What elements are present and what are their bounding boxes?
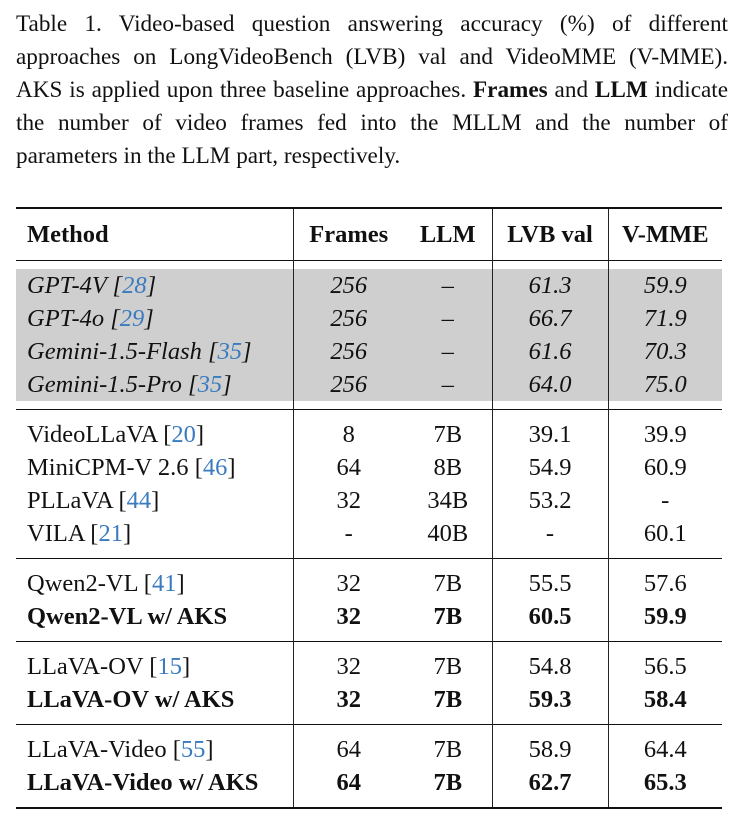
caption-and: and bbox=[547, 77, 595, 103]
v-mme-cell: 58.4 bbox=[608, 683, 722, 716]
method-name: MiniCPM-V 2.6 bbox=[27, 454, 189, 481]
frames-cell: 32 bbox=[293, 600, 404, 633]
method-cell bbox=[16, 733, 293, 766]
caption-llm-term: LLM bbox=[594, 77, 648, 103]
frames-cell: 256 bbox=[293, 269, 404, 302]
table-row bbox=[16, 368, 722, 401]
lvb-val-cell: 66.7 bbox=[492, 302, 608, 335]
citation-link[interactable]: 35 bbox=[197, 371, 223, 398]
llm-cell: – bbox=[404, 269, 492, 302]
ref-open-bracket: [ bbox=[106, 272, 123, 299]
ref-open-bracket: [ bbox=[201, 338, 218, 365]
method-name: Qwen2-VL w/ AKS bbox=[27, 603, 228, 630]
citation-link[interactable]: 41 bbox=[151, 570, 177, 597]
table-row bbox=[16, 650, 722, 683]
method-cell bbox=[16, 683, 293, 716]
group-separator bbox=[16, 410, 722, 419]
ref-close-bracket: ] bbox=[146, 272, 157, 299]
group-spacer bbox=[16, 716, 722, 725]
v-mme-cell: 64.4 bbox=[608, 733, 722, 766]
citation-link[interactable]: 21 bbox=[98, 520, 123, 547]
frames-cell: 32 bbox=[293, 484, 404, 517]
frames-cell: 32 bbox=[293, 567, 404, 600]
table-row bbox=[16, 567, 722, 600]
table-row bbox=[16, 269, 722, 302]
ref-open-bracket: [ bbox=[84, 520, 99, 547]
method-name: LLaVA-OV bbox=[27, 653, 144, 680]
frames-cell: 256 bbox=[293, 335, 404, 368]
llm-cell: – bbox=[404, 335, 492, 368]
method-cell bbox=[16, 650, 293, 683]
lvb-val-cell: 64.0 bbox=[492, 368, 608, 401]
citation-link[interactable]: 20 bbox=[171, 421, 196, 448]
llm-cell: 8B bbox=[433, 454, 463, 481]
v-mme-cell: 59.9 bbox=[608, 600, 722, 633]
v-mme-cell: 70.3 bbox=[608, 335, 722, 368]
table-body bbox=[16, 261, 722, 809]
group-separator bbox=[16, 559, 722, 568]
v-mme-cell: 59.9 bbox=[608, 269, 722, 302]
method-name: GPT-4V bbox=[27, 272, 107, 299]
method-cell bbox=[16, 368, 293, 401]
ref-open-bracket: [ bbox=[188, 454, 203, 481]
llm-cell: 40B bbox=[427, 520, 469, 547]
ref-close-bracket: ] bbox=[242, 338, 252, 365]
citation-link[interactable]: 15 bbox=[157, 653, 182, 680]
frames-cell: 256 bbox=[293, 368, 404, 401]
llm-cell: 7B bbox=[433, 421, 463, 448]
lvb-val-cell: 55.5 bbox=[492, 567, 608, 600]
ref-open-bracket: [ bbox=[137, 570, 152, 597]
ref-open-bracket: [ bbox=[181, 371, 198, 398]
ref-open-bracket: [ bbox=[166, 736, 181, 763]
method-cell bbox=[16, 269, 293, 302]
frames-cell: 8 bbox=[293, 418, 404, 451]
frames-cell: 32 bbox=[293, 683, 404, 716]
frames-cell: 64 bbox=[293, 733, 404, 766]
lvb-val-cell: 39.1 bbox=[492, 418, 608, 451]
table-header-row bbox=[16, 208, 722, 261]
lvb-val-cell: 60.5 bbox=[492, 600, 608, 633]
method-name: VILA bbox=[27, 520, 85, 547]
lvb-val-cell: 53.2 bbox=[492, 484, 608, 517]
group-spacer bbox=[16, 799, 722, 808]
method-cell bbox=[16, 484, 293, 517]
lvb-val-cell: 61.6 bbox=[492, 335, 608, 368]
citation-link[interactable]: 35 bbox=[217, 338, 243, 365]
method-cell bbox=[16, 302, 293, 335]
citation-link[interactable]: 29 bbox=[119, 305, 145, 332]
group-spacer bbox=[16, 401, 722, 410]
group-separator bbox=[16, 261, 722, 270]
table-row bbox=[16, 517, 722, 550]
caption-suffix: indicate the number of video frames fed into the MLLM and the number of parameters in the LLM part, respectively. bbox=[16, 77, 729, 169]
llm-cell: 7B bbox=[433, 603, 463, 630]
lvb-val-cell: 59.3 bbox=[492, 683, 608, 716]
llm-cell: 7B bbox=[433, 769, 463, 796]
citation-link[interactable]: 55 bbox=[180, 736, 206, 763]
frames-cell: 32 bbox=[293, 650, 404, 683]
llm-cell: 7B bbox=[433, 570, 463, 597]
group-spacer bbox=[16, 550, 722, 559]
v-mme-cell: - bbox=[608, 484, 722, 517]
ref-open-bracket: [ bbox=[104, 305, 120, 332]
llm-cell: 34B bbox=[427, 487, 469, 514]
frames-cell: 256 bbox=[293, 302, 404, 335]
header-frames: Frames bbox=[293, 208, 404, 261]
header-v-mme: V-MME bbox=[608, 208, 722, 261]
method-cell bbox=[16, 451, 293, 484]
method-name: Gemini-1.5-Flash bbox=[27, 338, 202, 365]
method-cell bbox=[16, 567, 293, 600]
table-row bbox=[16, 766, 722, 799]
caption-frames-term: Frames bbox=[473, 77, 548, 103]
llm-cell: 7B bbox=[433, 686, 463, 713]
table-row bbox=[16, 418, 722, 451]
header-method: Method bbox=[27, 221, 109, 248]
frames-cell: - bbox=[293, 517, 404, 550]
citation-link[interactable]: 44 bbox=[126, 487, 152, 514]
header-lvb-val: LVB val bbox=[492, 208, 608, 261]
llm-cell: 7B bbox=[433, 736, 463, 763]
ref-close-bracket: ] bbox=[181, 653, 191, 680]
method-name: LLaVA-Video bbox=[27, 736, 167, 763]
lvb-val-cell: - bbox=[492, 517, 608, 550]
header-llm: LLM bbox=[419, 221, 476, 248]
lvb-val-cell: 54.8 bbox=[492, 650, 608, 683]
method-name: Gemini-1.5-Pro bbox=[27, 371, 182, 398]
method-name: LLaVA-OV w/ AKS bbox=[27, 686, 235, 713]
v-mme-cell: 60.1 bbox=[608, 517, 722, 550]
table-row bbox=[16, 683, 722, 716]
citation-link[interactable]: 46 bbox=[202, 454, 228, 481]
llm-cell: – bbox=[404, 302, 492, 335]
lvb-val-cell: 61.3 bbox=[492, 269, 608, 302]
method-name: VideoLLaVA bbox=[27, 421, 158, 448]
method-cell bbox=[16, 766, 293, 799]
table-row bbox=[16, 484, 722, 517]
method-cell bbox=[16, 418, 293, 451]
ref-close-bracket: ] bbox=[176, 570, 185, 597]
v-mme-cell: 65.3 bbox=[608, 766, 722, 799]
llm-cell: 7B bbox=[433, 653, 463, 680]
ref-close-bracket: ] bbox=[151, 487, 160, 514]
v-mme-cell: 56.5 bbox=[608, 650, 722, 683]
ref-open-bracket: [ bbox=[143, 653, 158, 680]
table-row bbox=[16, 302, 722, 335]
method-cell bbox=[16, 600, 293, 633]
table-row bbox=[16, 600, 722, 633]
method-name: PLLaVA bbox=[27, 487, 113, 514]
v-mme-cell: 71.9 bbox=[608, 302, 722, 335]
v-mme-cell: 39.9 bbox=[608, 418, 722, 451]
lvb-val-cell: 58.9 bbox=[492, 733, 608, 766]
table-row bbox=[16, 335, 722, 368]
llm-cell: – bbox=[404, 368, 492, 401]
v-mme-cell: 75.0 bbox=[608, 368, 722, 401]
ref-open-bracket: [ bbox=[157, 421, 172, 448]
v-mme-cell: 57.6 bbox=[608, 567, 722, 600]
ref-close-bracket: ] bbox=[205, 736, 214, 763]
ref-close-bracket: ] bbox=[195, 421, 205, 448]
method-name: LLaVA-Video w/ AKS bbox=[27, 769, 259, 796]
ref-open-bracket: [ bbox=[112, 487, 127, 514]
v-mme-cell: 60.9 bbox=[608, 451, 722, 484]
method-name: Qwen2-VL bbox=[27, 570, 138, 597]
ref-close-bracket: ] bbox=[227, 454, 236, 481]
ref-close-bracket: ] bbox=[144, 305, 154, 332]
table-caption bbox=[16, 8, 728, 173]
ref-close-bracket: ] bbox=[222, 371, 232, 398]
method-cell bbox=[16, 517, 293, 550]
citation-link[interactable]: 28 bbox=[122, 272, 147, 299]
results-table bbox=[16, 207, 722, 809]
table-row bbox=[16, 733, 722, 766]
frames-cell: 64 bbox=[293, 451, 404, 484]
table-row bbox=[16, 451, 722, 484]
caption-prefix: Table 1. Video-based question answering accuracy (%) of different approaches on LongVideoBench (LVB) val and VideoMME (V-MME). AKS is applied upon three baseline approaches. bbox=[16, 11, 728, 103]
lvb-val-cell: 54.9 bbox=[492, 451, 608, 484]
method-name: GPT-4o bbox=[27, 305, 105, 332]
group-separator bbox=[16, 725, 722, 734]
method-cell bbox=[16, 335, 293, 368]
ref-close-bracket: ] bbox=[122, 520, 132, 547]
group-spacer bbox=[16, 633, 722, 642]
group-separator bbox=[16, 642, 722, 651]
frames-cell: 64 bbox=[293, 766, 404, 799]
lvb-val-cell: 62.7 bbox=[492, 766, 608, 799]
